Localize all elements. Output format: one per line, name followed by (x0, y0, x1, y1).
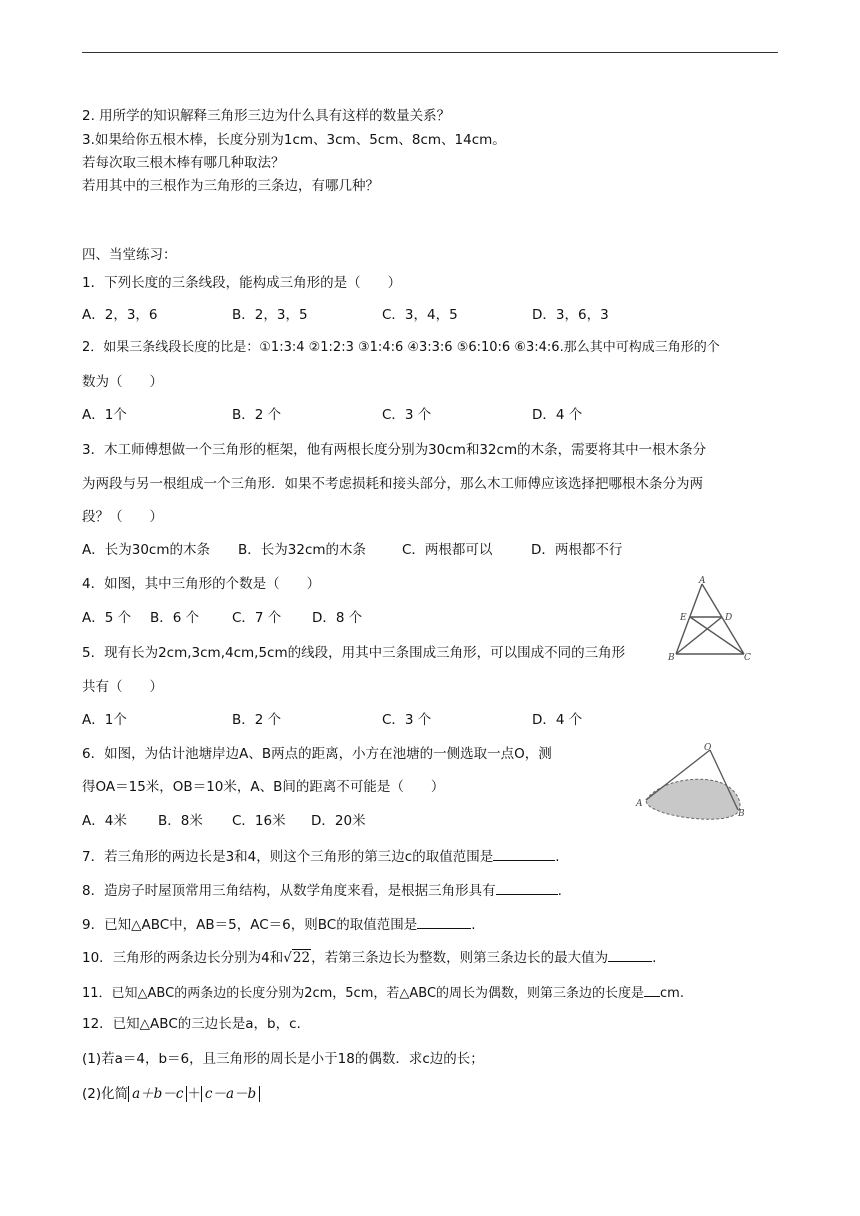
intro-question-2: 2. 用所学的知识解释三角形三边为什么具有这样的数量关系？ (82, 108, 451, 124)
problem-4-option-b[interactable]: B．6 个 (150, 610, 200, 626)
problem-7-end: . (555, 849, 560, 865)
problem-3-stem-line1: 3．木工师傅想做一个三角形的框架，他有两根长度分别为30cm和32cm的木条，需要将其中一根木条分 (82, 442, 707, 458)
problem-5-option-c[interactable]: C．3 个 (382, 712, 432, 728)
problem-5-option-b[interactable]: B．2 个 (232, 712, 282, 728)
problem-6-stem-line2: 得OA＝15米，OB＝10米，A、B间的距离不可能是（ ） (82, 779, 445, 795)
problem-2-stem-line2: 数为（ ） (82, 374, 163, 390)
problem-4-option-a[interactable]: A．5 个 (82, 610, 132, 626)
absolute-value-1: a＋b－c (128, 1086, 187, 1102)
header-rule (82, 52, 778, 53)
problem-12-part-2 (82, 1085, 260, 1103)
problem-11-unit: cm (660, 986, 680, 1001)
label-b: B (668, 653, 675, 663)
problem-10 (82, 947, 656, 967)
problem-9-stem: 9．已知△ABC中，AB＝5，AC＝6，则BC的取值范围是 (82, 917, 418, 933)
problem-11-stem: 11．已知△ABC的两条边的长度分别为2cm，5cm，若△ABC的周长为偶数，则第三条边的长度是 (82, 986, 645, 1001)
part-2-prefix: (2)化简 (82, 1086, 129, 1102)
problem-8-stem: 8．造房子时屋顶常用三角结构，从数学角度来看，是根据三角形具有 (82, 883, 496, 899)
section-title: 四、当堂练习： (82, 247, 177, 263)
intro-question-3: 3.如果给你五根木棒，长度分别为1cm、3cm、5cm、8cm、14cm。 (82, 132, 506, 148)
label-o: O (704, 743, 712, 753)
problem-9-answer-blank[interactable] (417, 914, 471, 929)
problem-8-end: . (557, 883, 562, 899)
problem-11-end: . (679, 986, 684, 1001)
problem-12-stem: 12．已知△ABC的三边长是a，b，c. (82, 1016, 301, 1032)
problem-10-stem-b: ，若第三条边长为整数，则第三条边长的最大值为 (311, 950, 609, 966)
problem-3-stem-line3: 段？（ ） (82, 509, 163, 525)
problem-4-option-d[interactable]: D．8 个 (312, 610, 363, 626)
segment-ac (702, 584, 744, 654)
problem-4-option-c[interactable]: C．7 个 (232, 610, 282, 626)
absolute-value-2: c－a－b (201, 1086, 260, 1102)
problem-5-stem-line2: 共有（ ） (82, 679, 163, 695)
problem-7-answer-blank[interactable] (493, 846, 555, 861)
sqrt-expression: √22 (283, 950, 311, 966)
problem-7 (82, 846, 560, 866)
problem-1-stem: 1．下列长度的三条线段，能构成三角形的是（ ） (82, 275, 402, 291)
problem-1-option-a[interactable]: A．2，3，6 (82, 307, 158, 323)
problem-3-option-d[interactable]: D．两根都不行 (531, 542, 623, 558)
problem-5-option-d[interactable]: D．4 个 (532, 712, 583, 728)
problem-2-option-c[interactable]: C．3 个 (382, 407, 432, 423)
problem-3-option-c[interactable]: C．两根都可以 (402, 542, 493, 558)
label-a: A (699, 576, 706, 586)
problem-8-answer-blank[interactable] (496, 880, 558, 895)
intro-question-3b: 若用其中的三根作为三角形的三条边，有哪几种？ (82, 178, 379, 194)
problem-7-stem: 7．若三角形的两边长是3和4，则这个三角形的第三边c的取值范围是 (82, 849, 494, 865)
problem-10-stem-a: 10．三角形的两条边长分别为4和 (82, 950, 284, 966)
intro-question-3a: 若每次取三根木棒有哪几种取法？ (82, 155, 285, 171)
problem-8 (82, 880, 562, 900)
label-d: D (725, 613, 733, 623)
problem-5-stem-line1: 5．现有长为2cm,3cm,4cm,5cm的线段，用其中三条围成三角形，可以围成不同的三角形 (82, 645, 626, 661)
problem-2-option-a[interactable]: A．1个 (82, 407, 127, 423)
pond-figure (632, 740, 758, 826)
problem-12-part-1: (1)若a＝4，b＝6，且三角形的周长是小于18的偶数．求c边的长； (82, 1051, 484, 1067)
problem-6-option-d[interactable]: D．20米 (311, 813, 366, 829)
problem-1-option-c[interactable]: C．3，4，5 (382, 307, 458, 323)
problem-9 (82, 914, 476, 934)
problem-6-option-b[interactable]: B．8米 (158, 813, 203, 829)
problem-3-option-a[interactable]: A．长为30cm的木条 (82, 542, 210, 558)
problem-5-option-a[interactable]: A．1个 (82, 712, 127, 728)
problem-2-stem-line1: 2．如果三条线段长度的比是：①1:3:4 ②1:2:3 ③1:4:6 ④3:3:6 ⑤6:10:6 ⑥3:4:6.那么其中可构成三角形的个 (82, 340, 720, 355)
problem-6-stem-line1: 6．如图，为估计池塘岸边A、B两点的距离，小方在池塘的一侧选取一点O，测 (82, 746, 552, 762)
problem-6-option-c[interactable]: C．16米 (232, 813, 286, 829)
plus-sign: ＋ (187, 1086, 201, 1102)
label-e: E (680, 613, 687, 623)
label-a: A (636, 799, 643, 809)
problem-3-stem-line2: 为两段与另一根组成一个三角形．如果不考虑损耗和接头部分，那么木工师傅应该选择把哪根木条分为两 (82, 476, 703, 492)
problem-3-option-b[interactable]: B．长为32cm的木条 (238, 542, 367, 558)
problem-4-stem: 4．如图，其中三角形的个数是（ ） (82, 576, 321, 592)
problem-11-answer-blank[interactable] (644, 982, 660, 997)
triangle-figure (664, 572, 764, 664)
problem-1-option-d[interactable]: D．3，6，3 (532, 307, 609, 323)
problem-2-option-d[interactable]: D．4 个 (532, 407, 583, 423)
problem-9-end: . (471, 917, 476, 933)
problem-1-option-b[interactable]: B．2，3，5 (232, 307, 308, 323)
radicand: 22 (292, 950, 311, 966)
problem-11 (82, 982, 684, 1003)
problem-10-answer-blank[interactable] (608, 947, 652, 962)
problem-10-end: . (652, 950, 657, 966)
problem-2-option-b[interactable]: B．2 个 (232, 407, 282, 423)
problem-6-option-a[interactable]: A．4米 (82, 813, 127, 829)
label-b: B (738, 809, 745, 819)
label-c: C (744, 653, 751, 663)
